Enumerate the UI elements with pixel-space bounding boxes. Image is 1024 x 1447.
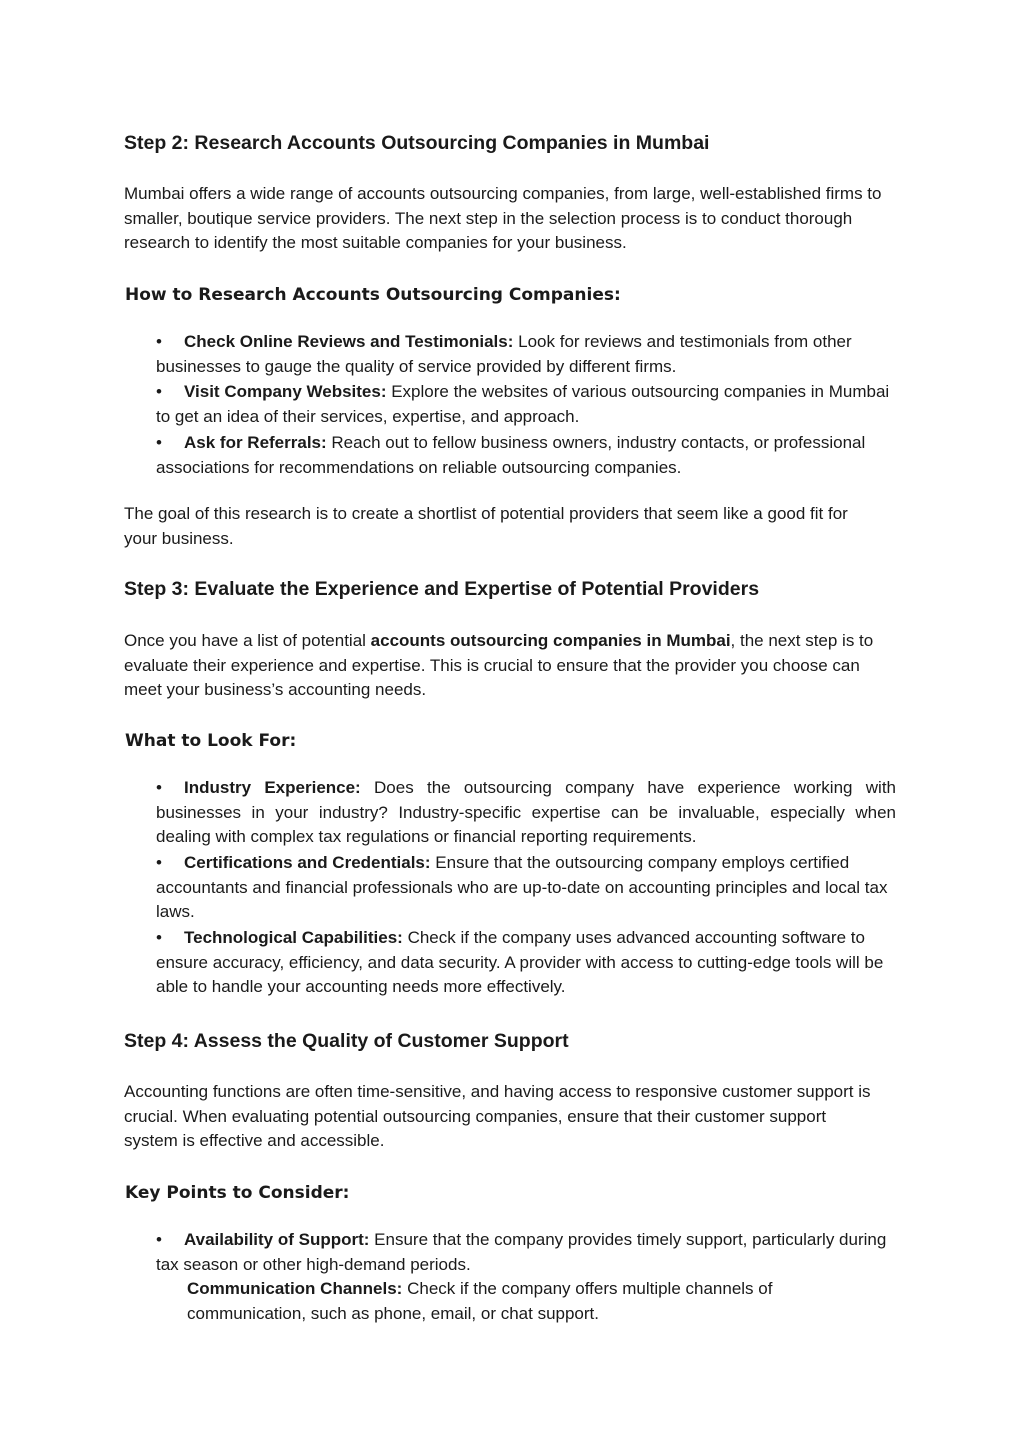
step3-subheading: What to Look For: <box>125 731 297 751</box>
list-item-text: Check if the company uses advanced accounting software to ensure accuracy, efficiency, and data security. A provider with access to cutting-edge tools will be able to handle your accounting needs more effectively. <box>156 928 884 996</box>
list-item <box>156 851 896 925</box>
list-item-lead: Certifications and Credentials: <box>184 853 431 872</box>
bullet-marker: • <box>156 1230 162 1249</box>
bullet-marker: • <box>156 382 162 401</box>
list-item <box>156 926 896 1000</box>
list-item <box>156 380 896 429</box>
list-item-text: Explore the websites of various outsourcing companies in Mumbai to get an idea of their services, expertise, and approach. <box>156 382 890 426</box>
step4-subheading: Key Points to Consider: <box>125 1183 350 1203</box>
step2-heading: Step 2: Research Accounts Outsourcing Companies in Mumbai <box>124 132 710 154</box>
list-item-text: Check if the company offers multiple channels of communication, such as phone, email, or chat support. <box>187 1279 773 1323</box>
list-item-text: Reach out to fellow business owners, industry contacts, or professional associations for recommendations on reliable outsourcing companies. <box>156 433 866 477</box>
list-item-lead: Industry Experience: <box>184 778 361 797</box>
step3-heading: Step 3: Evaluate the Experience and Expertise of Potential Providers <box>124 578 760 600</box>
list-item-text: Ensure that the company provides timely support, particularly during tax season or other high-demand periods. <box>156 1230 887 1274</box>
bullet-marker: • <box>156 433 162 452</box>
list-item-lead: Visit Company Websites: <box>184 382 387 401</box>
list-item-lead: Ask for Referrals: <box>184 433 327 452</box>
step4-intro: Accounting functions are often time-sensitive, and having access to responsive customer support is crucial. When evaluating potential outsourcing companies, ensure that their customer support system is effective and accessible. <box>124 1082 871 1150</box>
list-item-lead: Technological Capabilities: <box>184 928 403 947</box>
bullet-marker: • <box>156 928 162 947</box>
list-item-text: Look for reviews and testimonials from other businesses to gauge the quality of service provided by different firms. <box>156 332 852 376</box>
list-item-text: Ensure that the outsourcing company employs certified accountants and financial professionals who are up-to-date on accounting principles and local tax laws. <box>156 853 888 921</box>
step3-intro-keyword: accounts outsourcing companies in Mumbai <box>370 631 731 650</box>
bullet-marker: • <box>156 332 162 351</box>
list-item-lead: Availability of Support: <box>184 1230 370 1249</box>
step4-heading: Step 4: Assess the Quality of Customer Support <box>124 1030 569 1052</box>
step2-intro: Mumbai offers a wide range of accounts outsourcing companies, from large, well-established firms to smaller, boutique service providers. The next step in the selection process is to conduct thorough research to identify the most suitable companies for your business. <box>124 184 882 252</box>
list-item-lead: Check Online Reviews and Testimonials: <box>184 332 514 351</box>
step2-conclusion: The goal of this research is to create a shortlist of potential providers that seem like a good fit for your business. <box>124 504 848 548</box>
list-item-lead: Communication Channels: <box>187 1279 403 1298</box>
bullet-marker: • <box>156 853 162 872</box>
step3-intro-text: Once you have a list of potential <box>124 631 371 650</box>
list-item <box>156 431 896 480</box>
step3-intro-text: , the next step is to evaluate their experience and expertise. This is crucial to ensure that the provider you choose can meet your business’s accounting needs. <box>124 631 874 699</box>
list-item <box>156 776 896 850</box>
list-item <box>187 1277 877 1326</box>
list-item <box>156 1228 896 1277</box>
list-item <box>156 330 896 379</box>
step3-intro <box>124 629 884 703</box>
step2-subheading: How to Research Accounts Outsourcing Companies: <box>125 285 621 305</box>
bullet-marker: • <box>156 778 162 797</box>
list-item-text: Does the outsourcing company have experience working with businesses in your industry? Industry-specific expertise can be invaluable, especially when dealing with complex tax regulations or financial reporting requirements. <box>156 778 897 846</box>
